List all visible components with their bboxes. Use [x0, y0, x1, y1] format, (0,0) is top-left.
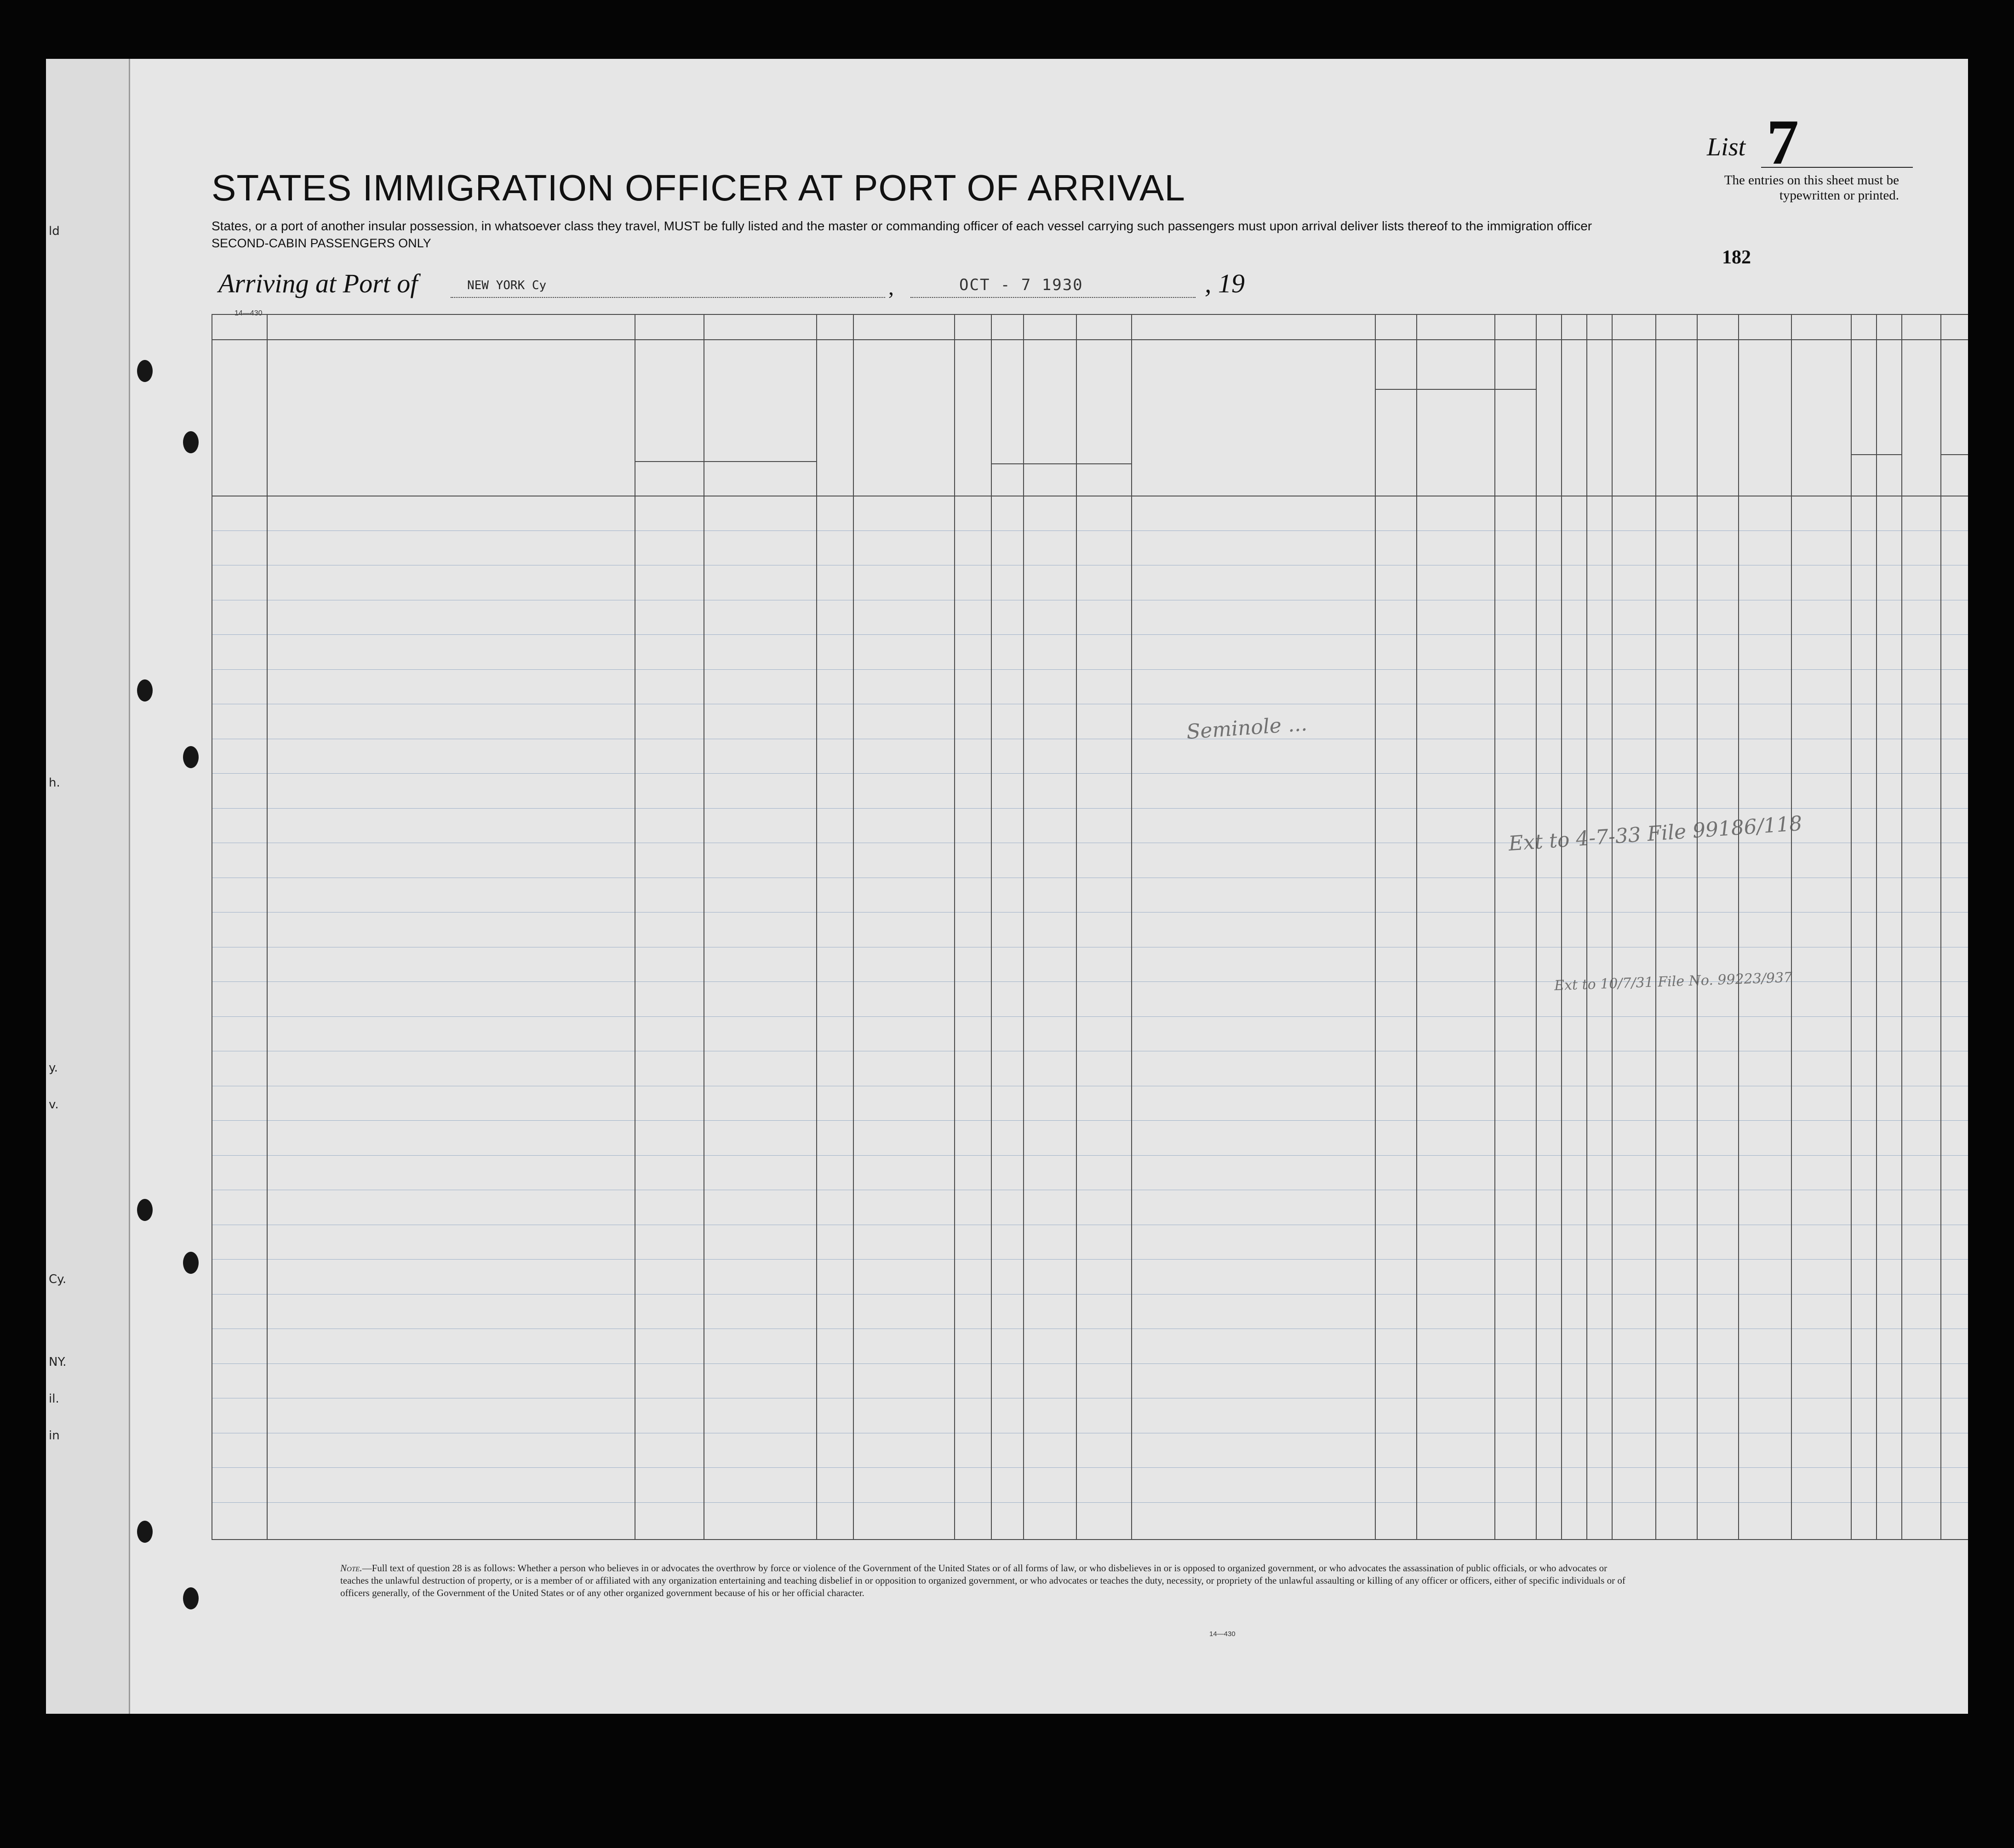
binder-hole [137, 1199, 153, 1221]
column-rule [1738, 314, 1739, 1539]
header-polygamist [1561, 344, 1586, 496]
color-subrule [1940, 454, 1968, 455]
binder-hole [137, 679, 153, 702]
column-rule [1940, 314, 1941, 1539]
form-instructions: States, or a port of another insular possession, in whatsoever class they travel, MUST be fully listed and the master or commanding officer of each vessel carrying such passengers must upon arrival deliver lists thereof to the immigration officer [212, 219, 1592, 233]
column-rule [954, 314, 955, 1539]
row-rule [212, 1259, 1968, 1260]
column-rule [853, 314, 854, 1539]
binder-hole [137, 360, 153, 382]
row-rule [212, 808, 1968, 809]
column-rule [1901, 314, 1902, 1539]
row-rule [212, 634, 1968, 635]
row-rule [212, 1502, 1968, 1503]
handwritten-annotation: Seminole ... [1185, 712, 1308, 744]
arriving-label: Arriving at Port of [218, 268, 418, 298]
before-in-us-subrule [991, 463, 1131, 464]
column-rule [1561, 314, 1562, 1539]
footer-note-caption: Note. [340, 1563, 362, 1574]
header-purpose-a [1375, 390, 1416, 496]
column-rule [816, 314, 817, 1539]
row-rule [212, 773, 1968, 774]
column-rule [1536, 314, 1537, 1539]
row-rule [212, 669, 1968, 670]
header-ticket [816, 344, 853, 496]
column-rule [1586, 314, 1587, 1539]
typewriter-note: The entries on this sheet must be typewritten or printed. [1724, 173, 1899, 203]
table-top-rule [212, 314, 1968, 315]
arrival-date-stamp: OCT - 7 1930 [959, 276, 1083, 294]
left-page-fragment: h. [49, 776, 60, 790]
column-rule [1612, 314, 1613, 1539]
column-rule [1791, 314, 1792, 1539]
header-inches [1876, 454, 1901, 498]
column-rule [1076, 314, 1077, 1539]
form-code: 14—430 [235, 309, 263, 317]
form-title: STATES IMMIGRATION OFFICER AT PORT OF ARRIVAL [212, 167, 1185, 208]
column-rule [1131, 314, 1132, 1539]
page-number: 182 [1722, 247, 1751, 268]
left-page-edge [46, 59, 130, 1714]
header-q28 [1612, 344, 1655, 496]
column-rule [1375, 314, 1376, 1539]
header-anarchist [1586, 344, 1612, 496]
final-destination-subrule [635, 461, 816, 462]
port-fill-line [451, 297, 885, 298]
left-page-fragment: ld [49, 224, 60, 238]
manifest-form [156, 59, 1959, 1714]
header-prison [1536, 344, 1561, 496]
header-q30 [1697, 344, 1738, 496]
year-prefix: , 19 [1205, 268, 1245, 298]
column-rule [267, 314, 268, 1539]
left-page-fragment: il. [49, 1392, 59, 1406]
row-rule [212, 1294, 1968, 1295]
row-rule [212, 1016, 1968, 1017]
cabin-class: SECOND-CABIN PASSENGERS ONLY [212, 236, 431, 250]
binder-hole [137, 1521, 153, 1543]
row-rule [212, 1155, 1968, 1156]
row-rule [212, 912, 1968, 913]
header-purpose-c [1494, 390, 1536, 496]
column-rule [1697, 314, 1698, 1539]
handwritten-extension-note: Ext to 4-7-33 File 99186/118 [1508, 811, 1803, 856]
column-number-rule [212, 339, 1968, 340]
column-rule [991, 314, 992, 1539]
footer-note [340, 1562, 1628, 1599]
footer-note-text: —Full text of question 28 is as follows: Whether a person who believes in or advocates the overthrow by force or violence of the Government of the United States or of all forms of law, or who disbelieves in or is opposed to organized government, or who advocates the assassination of public officials, or who advocates or teaches the unlawful destruction of property, or is a member of or affiliated with any organization entertaining and teaching disbelief in or opposition to organized government, or who advocates or teaches the duty, necessity, or propriety of the unlawful assaulting or killing of any officer or officers, either of specific individuals or of officers generally, of the Government of the United States or of any other organized government because of his or her official character. [340, 1563, 1625, 1598]
handwritten-extension-note-2: Ext to 10/7/31 File No. 99223/937 [1554, 969, 1793, 994]
manifest-sheet [46, 59, 1968, 1714]
list-label: List [1707, 133, 1746, 161]
header-purpose-b [1416, 390, 1494, 496]
column-rule [1655, 314, 1656, 1539]
left-page-fragment: y. [49, 1061, 58, 1075]
left-page-fragment: Cy. [49, 1272, 67, 1286]
port-comma: , [888, 275, 894, 300]
row-rule [212, 1120, 1968, 1121]
form-code-bottom: 14—430 [1209, 1630, 1236, 1638]
header-q29 [1655, 344, 1697, 496]
column-rule [1023, 314, 1024, 1539]
row-rule [212, 1363, 1968, 1364]
row-rule [212, 530, 1968, 531]
left-page-fragment: v. [49, 1098, 59, 1112]
table-bottom-rule [212, 1539, 1968, 1540]
date-fill-line [910, 297, 1196, 298]
column-rule [1416, 314, 1417, 1539]
list-underline [1761, 167, 1913, 168]
header-possession-50 [954, 344, 991, 496]
column-rule [1494, 314, 1495, 1539]
list-number: 7 [1767, 107, 1799, 178]
arrival-port: NEW YORK Cy [467, 279, 547, 292]
row-rule [212, 1467, 1968, 1468]
header-feet [1851, 454, 1876, 498]
left-page-fragment: in [49, 1429, 60, 1443]
left-page-fragment: NY. [49, 1355, 67, 1369]
